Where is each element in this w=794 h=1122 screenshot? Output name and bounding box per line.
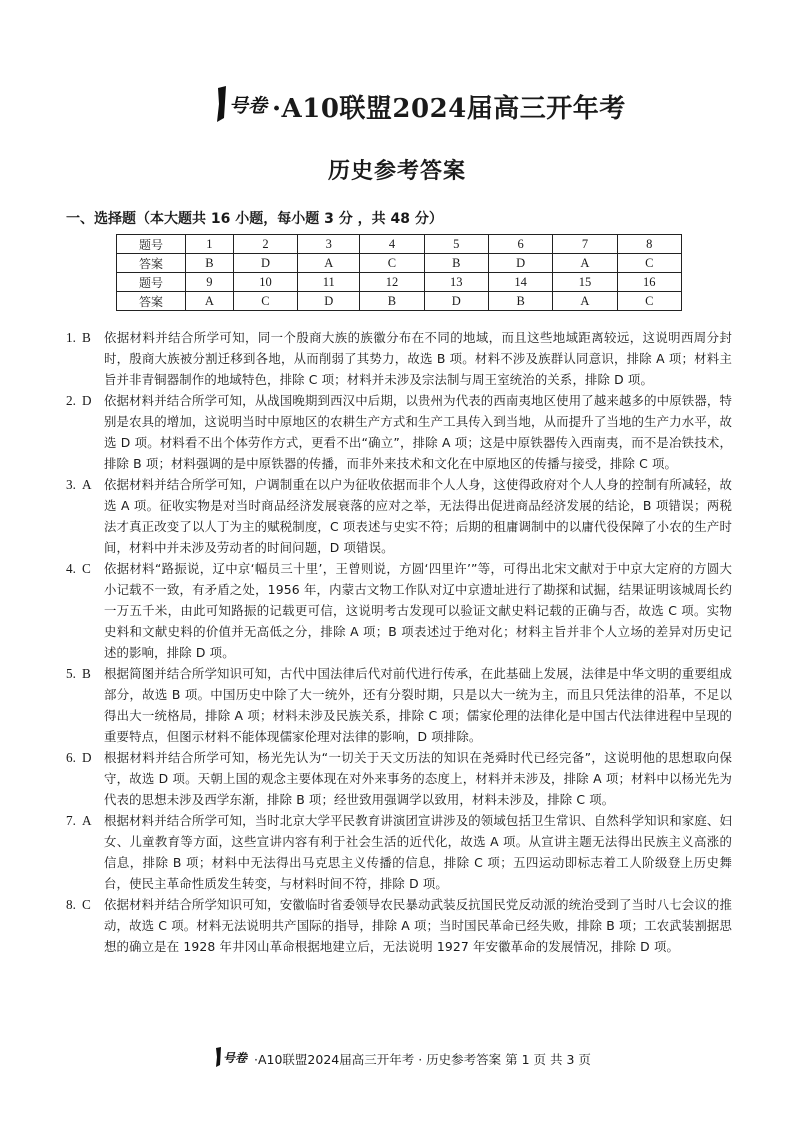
item-number: 4. xyxy=(66,561,76,576)
table-cell: C xyxy=(617,254,681,273)
table-cell: A xyxy=(298,254,360,273)
item-number: 3. xyxy=(66,477,76,492)
footer-logo-icon xyxy=(212,1046,252,1068)
row-label: 答案 xyxy=(117,292,186,311)
list-item xyxy=(66,474,732,558)
table-cell: 7 xyxy=(553,235,617,254)
item-number: 8. xyxy=(66,897,76,912)
footer xyxy=(0,1046,794,1070)
row-label: 题号 xyxy=(117,235,186,254)
item-explanation: 根据材料并结合所学可知，当时北京大学平民教育讲演团宣讲涉及的领域包括卫生常识、自然科学知识和家庭、妇女、儿童教育等方面，这些宣讲内容有利于社会生活的近代化，故选 A 项。从宣讲主题无法得出民族主义高涨的信息，排除 B 项；材料中无法得出马克思主义传播的信息，排除 C 项；五四运动即标志着工人阶级登上历史舞台，使民主革命性质发生转变，与材料时间不符，排除 D 项。 xyxy=(104,813,732,891)
table-cell: B xyxy=(424,254,488,273)
table-cell: D xyxy=(424,292,488,311)
list-item xyxy=(66,390,732,474)
table-cell: B xyxy=(186,254,234,273)
table-cell: A xyxy=(553,254,617,273)
table-cell: B xyxy=(360,292,424,311)
item-explanation: 依据材料并结合所学可知，从战国晚期到西汉中后期，以贵州为代表的西南夷地区使用了越来越多的中原铁器，特别是农具的增加，这说明当时中原地区的农耕生产方式和生产工具传入到当地，从而提升了当地的生产力水平，故选 D 项。材料看不出个体劳作方式，更看不出“确立”，排除 A 项；这是中原铁器传入西南夷，而不是冶铁技术，排除 B 项；材料强调的是中原铁器的传播，而非外来技术和文化在中原地区的传播与接受，排除 C 项。 xyxy=(104,393,732,471)
table-cell: 15 xyxy=(553,273,617,292)
item-explanation: 依据材料“路振说，辽中京‘幅员三十里’，王曾则说，方圆‘四里许’”等，可得出北宋文献对于中京大定府的方圆大小记载不一致，有矛盾之处，1956 年，内蒙古文物工作队对辽中京遗址进行了勘探和试掘，结果证明该城周长约一万五千米，由此可知路振的记载更可信，这说明考古发现可以验证文献史料记载的正确与否，故选 C 项。实物史料和文献史料的价值并无高低之分，排除 A 项；B 项表述过于绝对化；材料主旨并非个人立场的差异对历史记述的影响，排除 D 项。 xyxy=(104,561,732,660)
item-answer: D xyxy=(82,750,92,765)
footer-text: ·A10联盟2024届高三开年考 · 历史参考答案 第 1 页 共 3 页 xyxy=(254,1052,591,1067)
item-explanation: 依据材料并结合所学可知，户调制重在以户为征收依据而非个人人身，这使得政府对个人人身的控制有所减轻，故选 A 项。征收实物是对当时商品经济发展衰落的应对之举，无法得出促进商品经济发展的结论，B 项错误；两税法才真正改变了以人丁为主的赋税制度，C 项表述与史实不符；后期的租庸调制中的以庸代役保障了小农的生产时间，材料中并未涉及劳动者的时间问题，D 项错误。 xyxy=(104,477,732,555)
list-item xyxy=(66,327,732,390)
table-cell: 6 xyxy=(488,235,552,254)
header-title: ·A10联盟2024届高三开年考 xyxy=(272,94,626,124)
table-row xyxy=(117,292,682,311)
table-cell: 4 xyxy=(360,235,424,254)
item-number: 2. xyxy=(66,393,76,408)
item-number: 5. xyxy=(66,666,76,681)
table-cell: 3 xyxy=(298,235,360,254)
list-item xyxy=(66,894,732,957)
item-answer: D xyxy=(82,393,92,408)
table-row xyxy=(117,273,682,292)
list-item xyxy=(66,747,732,810)
answer-table xyxy=(116,234,682,311)
table-row xyxy=(117,235,682,254)
table-cell: 2 xyxy=(233,235,297,254)
item-answer: C xyxy=(82,897,91,912)
table-cell: C xyxy=(617,292,681,311)
table-cell: D xyxy=(298,292,360,311)
item-number: 7. xyxy=(66,813,76,828)
brand-logo-icon xyxy=(210,84,270,124)
table-cell: A xyxy=(553,292,617,311)
section-heading: 一、选择题（本大题共 16 小题，每小题 3 分 ，共 48 分） xyxy=(66,211,443,227)
table-cell: 13 xyxy=(424,273,488,292)
item-answer: B xyxy=(82,666,91,681)
item-explanation: 根据简图并结合所学知识可知，古代中国法律后代对前代进行传承，在此基础上发展，法律是中华文明的重要组成部分，故选 B 项。中国历史中除了大一统外，还有分裂时期，只是以大一统为主，而且只凭法律的沿革，不足以得出大一统格局，排除 A 项；材料未涉及民族关系，排除 C 项；儒家伦理的法律化是中国古代法律进程中呈现的重要特点，但图示材料不能体现儒家伦理对法律的影响，D 项排除。 xyxy=(104,666,732,744)
table-row xyxy=(117,254,682,273)
footer-logo-text: 号卷 xyxy=(223,1051,248,1065)
item-answer: A xyxy=(82,813,92,828)
logo-text: 号卷 xyxy=(229,95,268,117)
table-cell: 12 xyxy=(360,273,424,292)
table-cell: 1 xyxy=(186,235,234,254)
table-cell: 14 xyxy=(488,273,552,292)
header xyxy=(0,84,794,128)
table-cell: D xyxy=(488,254,552,273)
item-answer: A xyxy=(82,477,92,492)
table-cell: 8 xyxy=(617,235,681,254)
row-label: 题号 xyxy=(117,273,186,292)
item-explanation: 依据材料并结合所学知识可知，安徽临时省委领导农民暴动武装反抗国民党反动派的统治受到了当时八七会议的推动，故选 C 项。材料无法说明共产国际的指导，排除 A 项；当时国民革命已经失败，排除 B 项；工农武装割据思想的确立是在 1928 年井冈山革命根据地建立后，无法说明 1927 年安徽革命的发展情况，排除 D 项。 xyxy=(104,897,732,954)
table-cell: 9 xyxy=(186,273,234,292)
item-answer: C xyxy=(82,561,91,576)
table-cell: C xyxy=(233,292,297,311)
row-label: 答案 xyxy=(117,254,186,273)
table-cell: C xyxy=(360,254,424,273)
item-number: 6. xyxy=(66,750,76,765)
list-item xyxy=(66,810,732,894)
list-item xyxy=(66,663,732,747)
item-number: 1. xyxy=(66,330,76,345)
answer-explanations xyxy=(66,327,732,957)
page-title: 历史参考答案 xyxy=(327,158,466,184)
table-cell: 10 xyxy=(233,273,297,292)
item-answer: B xyxy=(82,330,91,345)
list-item xyxy=(66,558,732,663)
item-explanation: 根据材料并结合所学可知，杨光先认为“一切关于天文历法的知识在尧舜时代已经完备”，这说明他的思想取向保守，故选 D 项。天朝上国的观念主要体现在对外来事务的态度上，材料并未涉及，排除 A 项；材料中以杨光先为代表的思想未涉及西学东渐，排除 B 项；经世致用强调学以致用，材料未涉及，排除 C 项。 xyxy=(104,750,732,807)
table-cell: 5 xyxy=(424,235,488,254)
table-cell: B xyxy=(488,292,552,311)
table-cell: 16 xyxy=(617,273,681,292)
table-cell: A xyxy=(186,292,234,311)
item-explanation: 依据材料并结合所学可知，同一个殷商大族的族徽分布在不同的地域，而且这些地域距离较远，这说明西周分封时，殷商大族被分割迁移到各地，从而削弱了其势力，故选 B 项。材料不涉及族群认同意识，排除 A 项；材料主旨并非青铜器制作的地域特色，排除 C 项；材料并未涉及宗法制与周王室统治的关系，排除 D 项。 xyxy=(104,330,732,387)
table-cell: 11 xyxy=(298,273,360,292)
table-cell: D xyxy=(233,254,297,273)
